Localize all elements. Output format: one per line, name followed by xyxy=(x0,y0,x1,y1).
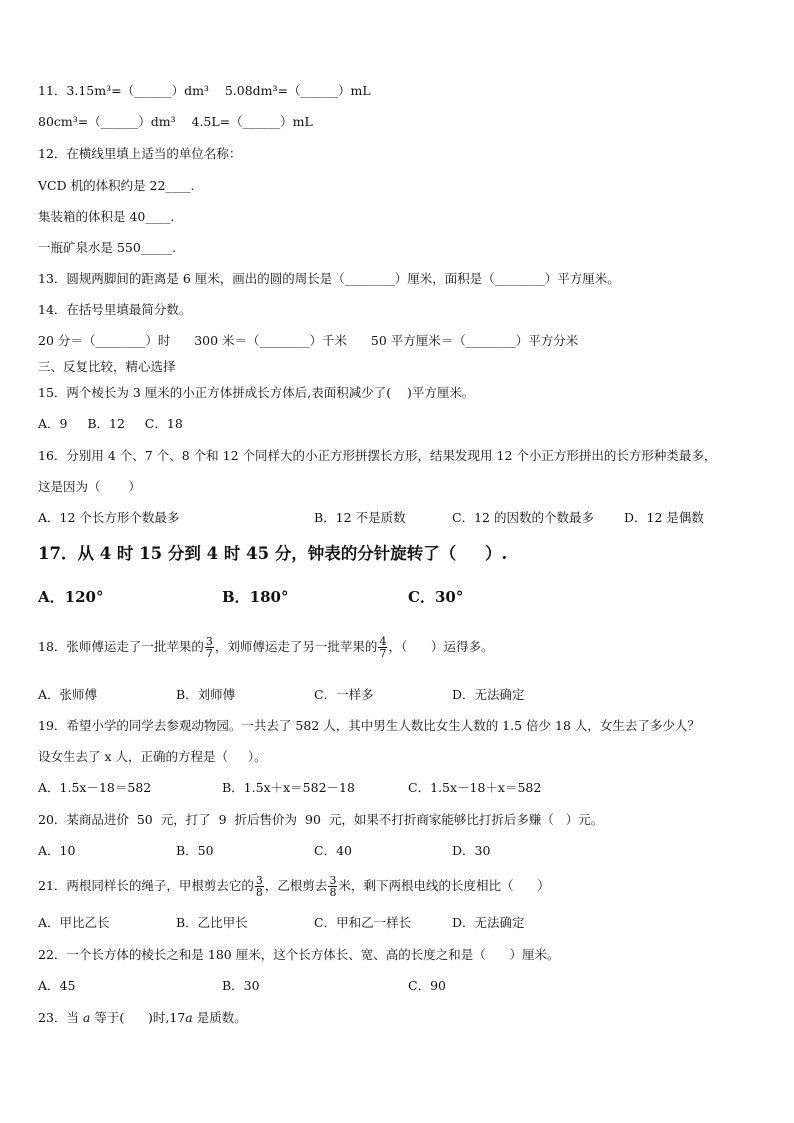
q12-prompt: 12．在横线里填上适当的单位名称： xyxy=(38,146,242,161)
q11-line2: 80cm³=（______）dm³ 4.5L=（______）mL xyxy=(38,114,313,129)
q21-option-b: B．乙比甲长 xyxy=(176,915,248,930)
q21-option-c: C．甲和乙一样长 xyxy=(314,915,412,930)
q20-text: 20．某商品进价 50 元，打了 9 折后售价为 90 元，如果不打折商家能够比打折后多赚（ ）元。 xyxy=(38,812,604,827)
q18-option-d: D．无法确定 xyxy=(452,687,525,702)
q20-option-c: C．40 xyxy=(314,843,352,858)
q21-fraction-2: $\frac{3}{8}$ xyxy=(329,874,337,899)
q21-pre: 21．两根同样长的绳子，甲根剪去它的 xyxy=(38,878,254,893)
q18-option-b: B．刘师傅 xyxy=(176,687,236,702)
q17-text: 17．从 4 时 15 分到 4 时 45 分，钟表的分针旋转了（ ）. xyxy=(38,544,508,563)
q20-option-d: D．30 xyxy=(452,843,491,858)
q18-option-a: A．张师傅 xyxy=(38,687,98,702)
q23-pre: 23．当 xyxy=(38,1010,83,1025)
q21-option-d: D．无法确定 xyxy=(452,915,525,930)
q15-text: 15．两个棱长为 3 厘米的小正方体拼成长方体后,表面积减少了( )平方厘米。 xyxy=(38,385,475,400)
q17-option-a: A．120° xyxy=(38,588,104,606)
q22-option-a: A．45 xyxy=(38,978,76,993)
q14-line: 20 分＝（________）时 300 米＝（________）千米 50 平方厘米＝（________）平方分米 xyxy=(38,333,579,348)
q23-text xyxy=(38,1010,247,1026)
q18-option-c: C．一样多 xyxy=(314,687,374,702)
q21-fraction-1: $\frac{3}{8}$ xyxy=(255,874,263,899)
section-heading: 三、反复比较，精心选择 xyxy=(38,359,176,374)
q19-line2: 设女生去了 x 人，正确的方程是（ ）。 xyxy=(38,749,267,764)
q19-line1: 19．希望小学的同学去参观动物园。一共去了 582 人，其中男生人数比女生人数的 1.5 倍少 18 人，女生去了多少人？ xyxy=(38,718,700,733)
q23-post: 是质数。 xyxy=(192,1010,247,1025)
q12-item-a: VCD 机的体积约是 22____. xyxy=(38,178,195,193)
q12-item-b: 集装箱的体积是 40____. xyxy=(38,209,175,224)
q22-option-c: C．90 xyxy=(408,978,446,993)
q13-text: 13．圆规两脚间的距离是 6 厘米，画出的圆的周长是（________）厘米，面积是（________）平方厘米。 xyxy=(38,271,620,286)
q18-mid: ，刘师傅运走了另一批苹果的 xyxy=(214,639,378,654)
q16-option-d: D．12 是偶数 xyxy=(624,510,704,525)
q21-text xyxy=(38,868,550,904)
q16-line2: 这是因为（ ） xyxy=(38,479,141,494)
q16-option-a: A．12 个长方形个数最多 xyxy=(38,510,180,525)
q18-post: ，（ ）运得多。 xyxy=(388,639,494,654)
q23-variable-2: a xyxy=(185,1010,193,1025)
q22-option-b: B．30 xyxy=(222,978,260,993)
q20-option-a: A．10 xyxy=(38,843,76,858)
q16-option-c: C．12 的因数的个数最多 xyxy=(452,510,594,525)
q16-line1: 16．分别用 4 个、7 个、8 个和 12 个同样大的小正方形拼摆长方形，结果发现用 12 个小正方形拼出的长方形种类最多， xyxy=(38,448,717,463)
q22-text: 22．一个长方体的棱长之和是 180 厘米，这个长方体长、宽、高的长度之和是（ ）厘米。 xyxy=(38,947,560,962)
q12-item-c: 一瓶矿泉水是 550_____. xyxy=(38,240,177,255)
q20-option-b: B．50 xyxy=(176,843,214,858)
q17-option-c: C．30° xyxy=(408,588,464,606)
q21-option-a: A．甲比乙长 xyxy=(38,915,110,930)
q18-fraction-2: $\frac{4}{7}$ xyxy=(379,635,387,660)
q18-fraction-1: $\frac{3}{7}$ xyxy=(205,635,213,660)
q14-prompt: 14．在括号里填最简分数。 xyxy=(38,302,192,317)
q23-mid: 等于( )时,17 xyxy=(90,1010,186,1025)
q21-post: 米，剩下两根电线的长度相比（ ） xyxy=(338,878,550,893)
q15-options: A．9 B．12 C．18 xyxy=(38,416,183,431)
q23-variable: a xyxy=(82,1010,91,1025)
q17-option-b: B．180° xyxy=(222,588,289,606)
q16-option-b: B．12 不是质数 xyxy=(314,510,406,525)
q19-option-c: C．1.5x－18＋x＝582 xyxy=(408,780,542,795)
q19-option-a: A．1.5x－18＝582 xyxy=(38,780,152,795)
q19-option-b: B．1.5x＋x＝582－18 xyxy=(222,780,355,795)
q18-pre: 18．张师傅运走了一批苹果的 xyxy=(38,639,204,654)
q18-text xyxy=(38,629,494,665)
q11-line1: 11．3.15m³=（______）dm³ 5.08dm³=（______）mL xyxy=(38,83,371,98)
q21-mid: ，乙根剪去 xyxy=(264,878,328,893)
